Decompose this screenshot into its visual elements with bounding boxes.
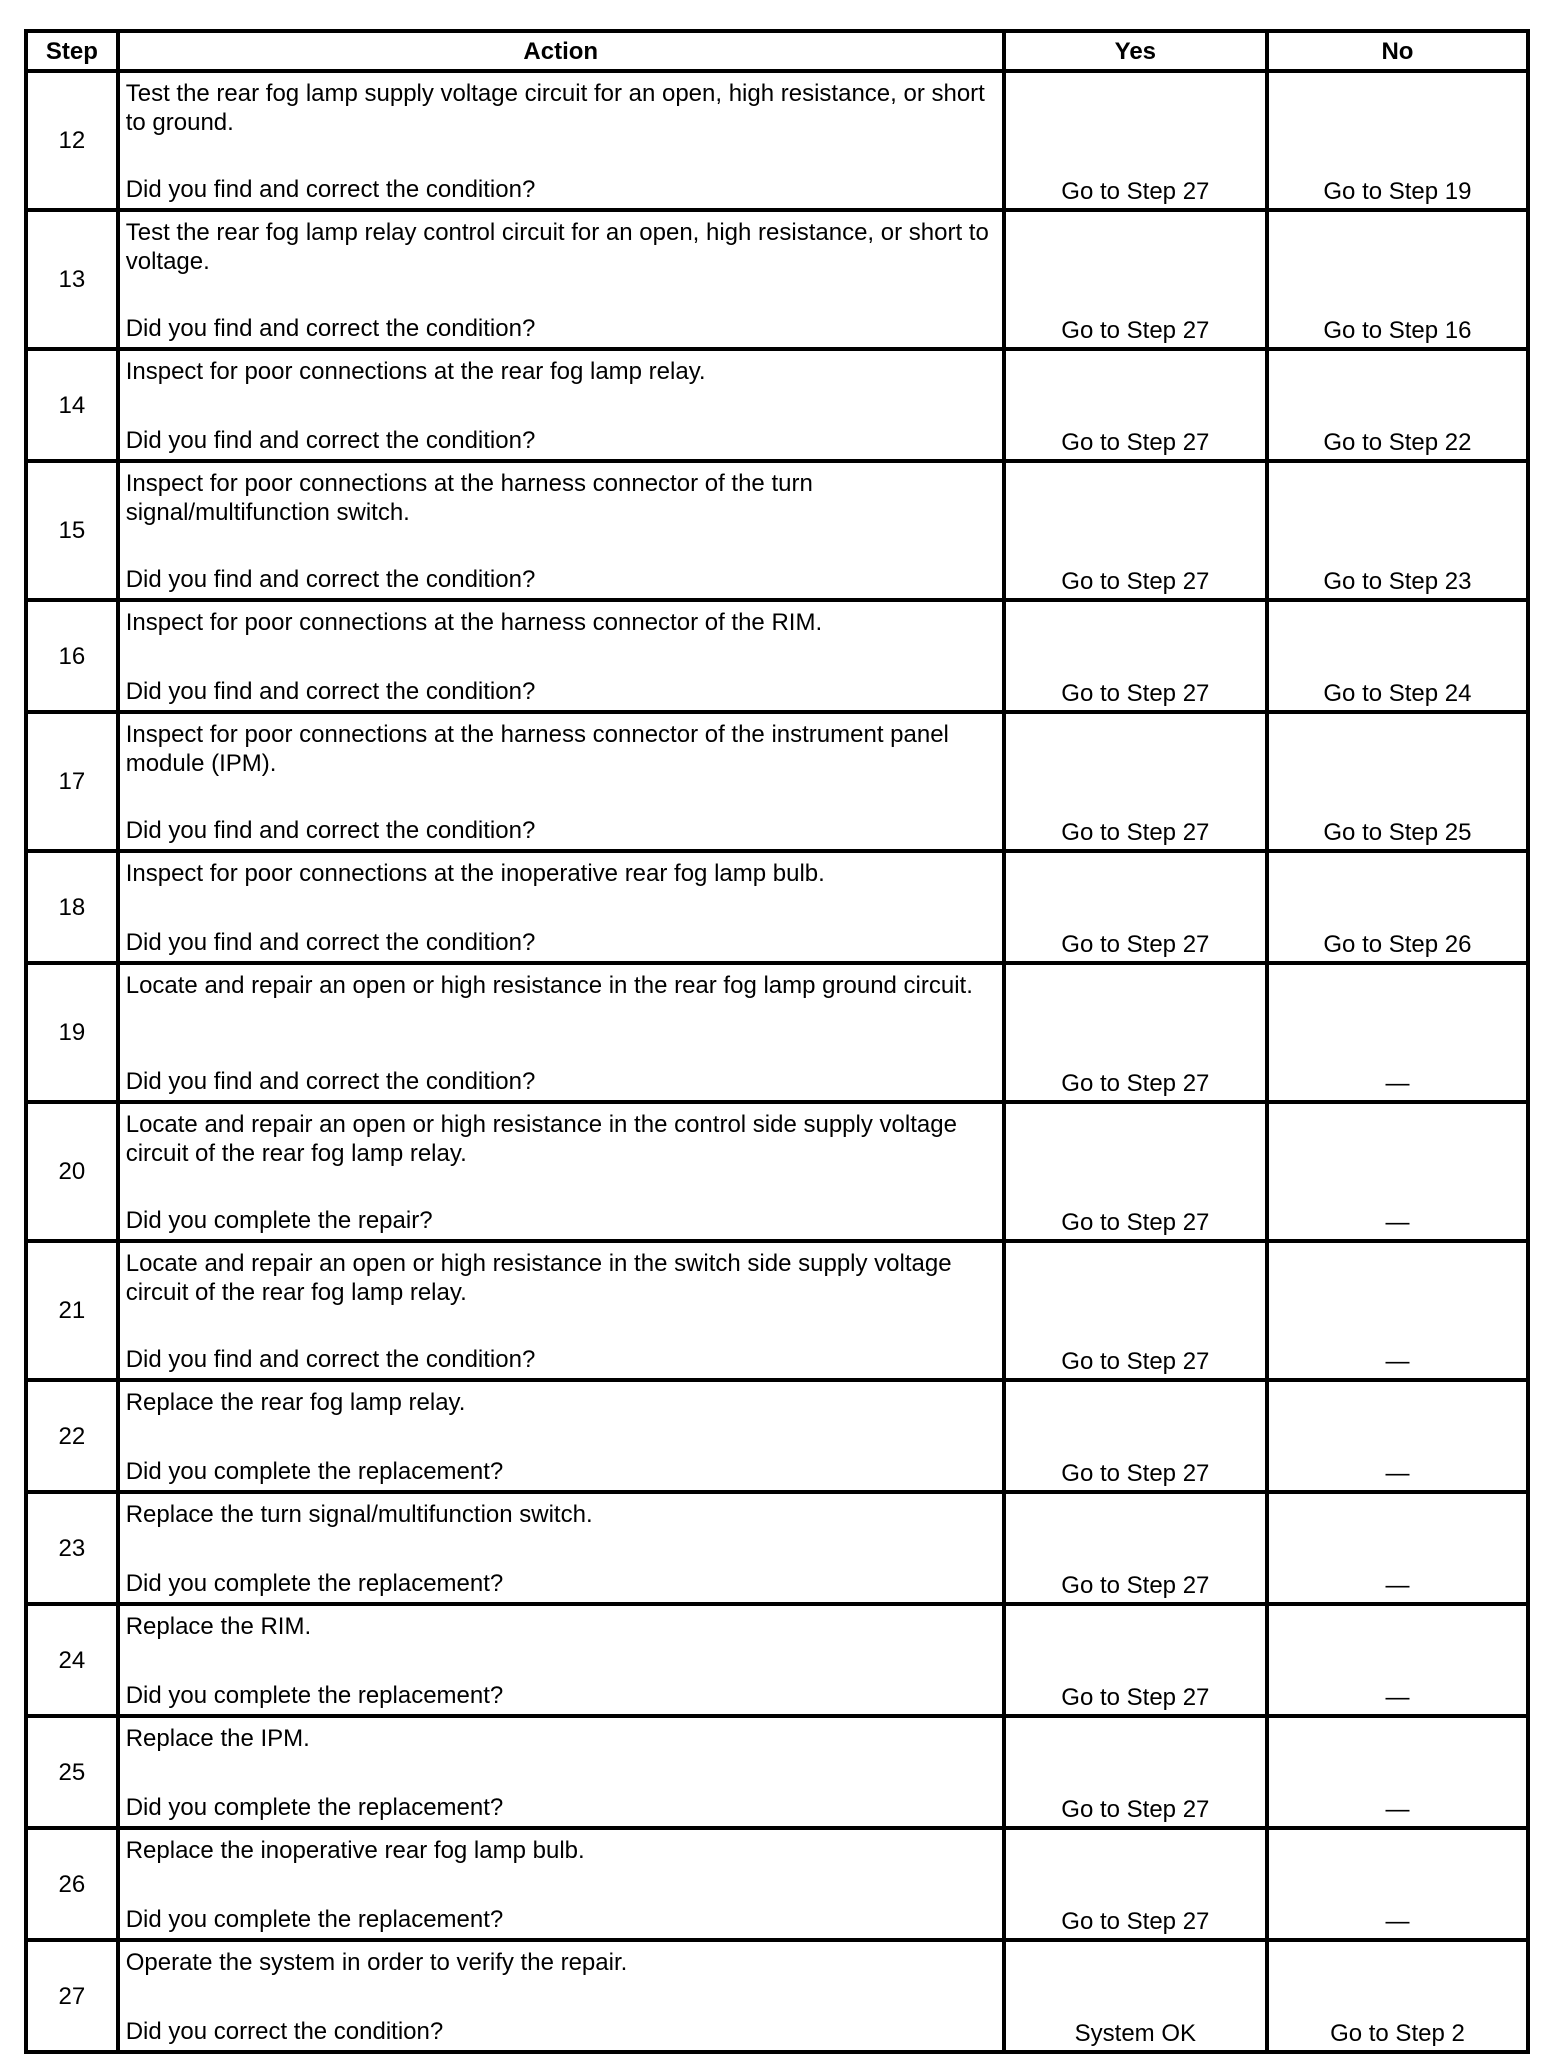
action-question: Did you find and correct the condition? xyxy=(125,817,536,844)
step-number: 18 xyxy=(26,851,118,963)
yes-result: System OK xyxy=(1004,1940,1267,2052)
table-row xyxy=(26,851,1528,963)
header-step: Step xyxy=(26,31,118,71)
action-question: Did you find and correct the condition? xyxy=(125,929,536,956)
header-action: Action xyxy=(118,31,1004,71)
action-cell xyxy=(118,210,1004,349)
no-result: Go to Step 24 xyxy=(1267,600,1528,712)
step-number: 21 xyxy=(26,1241,118,1380)
no-result: — xyxy=(1267,1492,1528,1604)
action-cell xyxy=(118,1828,1004,1940)
yes-result: Go to Step 27 xyxy=(1004,1102,1267,1241)
action-instruction: Replace the inoperative rear fog lamp bulb. xyxy=(125,1837,585,1864)
action-cell xyxy=(118,1102,1004,1241)
step-number: 12 xyxy=(26,71,118,210)
yes-result: Go to Step 27 xyxy=(1004,210,1267,349)
action-question: Did you find and correct the condition? xyxy=(125,1068,536,1095)
table-row xyxy=(26,963,1528,1102)
action-question: Did you complete the replacement? xyxy=(125,1906,504,1933)
yes-result: Go to Step 27 xyxy=(1004,1604,1267,1716)
action-instruction: Locate and repair an open or high resistance in the switch side supply voltage circuit of the rear fog lamp relay. xyxy=(125,1250,952,1306)
action-cell xyxy=(118,1716,1004,1828)
no-result: Go to Step 26 xyxy=(1267,851,1528,963)
yes-result: Go to Step 27 xyxy=(1004,600,1267,712)
action-question: Did you find and correct the condition? xyxy=(125,176,536,203)
no-result: Go to Step 16 xyxy=(1267,210,1528,349)
action-question: Did you find and correct the condition? xyxy=(125,427,536,454)
action-cell xyxy=(118,461,1004,600)
table-header-row xyxy=(26,31,1528,71)
table-row xyxy=(26,1380,1528,1492)
action-cell xyxy=(118,71,1004,210)
action-cell xyxy=(118,1241,1004,1380)
action-question: Did you find and correct the condition? xyxy=(125,1346,536,1373)
yes-result: Go to Step 27 xyxy=(1004,1828,1267,1940)
step-number: 22 xyxy=(26,1380,118,1492)
table-row xyxy=(26,210,1528,349)
step-number: 20 xyxy=(26,1102,118,1241)
no-result: Go to Step 23 xyxy=(1267,461,1528,600)
step-number: 16 xyxy=(26,600,118,712)
action-question: Did you complete the replacement? xyxy=(125,1570,504,1597)
action-instruction: Inspect for poor connections at the harness connector of the instrument panel module (IPM). xyxy=(125,721,949,777)
action-question: Did you find and correct the condition? xyxy=(125,566,536,593)
yes-result: Go to Step 27 xyxy=(1004,851,1267,963)
action-question: Did you complete the replacement? xyxy=(125,1458,504,1485)
diagnostic-table xyxy=(24,29,1530,2054)
action-instruction: Replace the IPM. xyxy=(125,1725,310,1752)
yes-result: Go to Step 27 xyxy=(1004,349,1267,461)
no-result: Go to Step 22 xyxy=(1267,349,1528,461)
yes-result: Go to Step 27 xyxy=(1004,461,1267,600)
action-cell xyxy=(118,851,1004,963)
action-cell xyxy=(118,600,1004,712)
action-question: Did you find and correct the condition? xyxy=(125,678,536,705)
action-instruction: Replace the RIM. xyxy=(125,1613,312,1640)
no-result: — xyxy=(1267,1102,1528,1241)
action-cell xyxy=(118,1492,1004,1604)
no-result: — xyxy=(1267,1241,1528,1380)
action-instruction: Test the rear fog lamp relay control circuit for an open, high resistance, or short to voltage. xyxy=(125,219,989,275)
step-number: 17 xyxy=(26,712,118,851)
header-yes: Yes xyxy=(1004,31,1267,71)
header-no: No xyxy=(1267,31,1528,71)
no-result: — xyxy=(1267,1716,1528,1828)
action-question: Did you complete the replacement? xyxy=(125,1794,504,1821)
yes-result: Go to Step 27 xyxy=(1004,1380,1267,1492)
no-result: — xyxy=(1267,963,1528,1102)
step-number: 23 xyxy=(26,1492,118,1604)
no-result: — xyxy=(1267,1828,1528,1940)
table-row xyxy=(26,71,1528,210)
no-result: — xyxy=(1267,1380,1528,1492)
step-number: 15 xyxy=(26,461,118,600)
yes-result: Go to Step 27 xyxy=(1004,1492,1267,1604)
step-number: 13 xyxy=(26,210,118,349)
action-instruction: Locate and repair an open or high resistance in the rear fog lamp ground circuit. xyxy=(125,972,973,999)
yes-result: Go to Step 27 xyxy=(1004,963,1267,1102)
table-row xyxy=(26,1604,1528,1716)
yes-result: Go to Step 27 xyxy=(1004,712,1267,851)
action-instruction: Test the rear fog lamp supply voltage circuit for an open, high resistance, or short to ground. xyxy=(125,80,985,136)
step-number: 27 xyxy=(26,1940,118,2052)
action-question: Did you find and correct the condition? xyxy=(125,315,536,342)
action-cell xyxy=(118,712,1004,851)
no-result: — xyxy=(1267,1604,1528,1716)
action-instruction: Replace the turn signal/multifunction switch. xyxy=(125,1501,593,1528)
no-result: Go to Step 19 xyxy=(1267,71,1528,210)
step-number: 25 xyxy=(26,1716,118,1828)
action-cell xyxy=(118,1940,1004,2052)
action-cell xyxy=(118,1604,1004,1716)
table-row xyxy=(26,461,1528,600)
table-body xyxy=(26,71,1528,2052)
action-cell xyxy=(118,1380,1004,1492)
table-row xyxy=(26,1940,1528,2052)
action-cell xyxy=(118,349,1004,461)
action-cell xyxy=(118,963,1004,1102)
action-instruction: Inspect for poor connections at the inoperative rear fog lamp bulb. xyxy=(125,860,825,887)
no-result: Go to Step 2 xyxy=(1267,1940,1528,2052)
action-instruction: Inspect for poor connections at the rear fog lamp relay. xyxy=(125,358,706,385)
table-row xyxy=(26,600,1528,712)
action-question: Did you complete the repair? xyxy=(125,1207,433,1234)
table-row xyxy=(26,1241,1528,1380)
action-instruction: Replace the rear fog lamp relay. xyxy=(125,1389,466,1416)
action-instruction: Locate and repair an open or high resistance in the control side supply voltage circuit of the rear fog lamp relay. xyxy=(125,1111,957,1167)
action-question: Did you correct the condition? xyxy=(125,2018,444,2045)
action-question: Did you complete the replacement? xyxy=(125,1682,504,1709)
table-row xyxy=(26,712,1528,851)
table-row xyxy=(26,349,1528,461)
yes-result: Go to Step 27 xyxy=(1004,71,1267,210)
yes-result: Go to Step 27 xyxy=(1004,1241,1267,1380)
action-instruction: Operate the system in order to verify the repair. xyxy=(125,1949,628,1976)
table-row xyxy=(26,1716,1528,1828)
action-instruction: Inspect for poor connections at the harness connector of the turn signal/multifunction switch. xyxy=(125,470,813,526)
table-row xyxy=(26,1102,1528,1241)
no-result: Go to Step 25 xyxy=(1267,712,1528,851)
step-number: 26 xyxy=(26,1828,118,1940)
yes-result: Go to Step 27 xyxy=(1004,1716,1267,1828)
step-number: 14 xyxy=(26,349,118,461)
step-number: 19 xyxy=(26,963,118,1102)
table-row xyxy=(26,1828,1528,1940)
table-row xyxy=(26,1492,1528,1604)
action-instruction: Inspect for poor connections at the harness connector of the RIM. xyxy=(125,609,823,636)
step-number: 24 xyxy=(26,1604,118,1716)
